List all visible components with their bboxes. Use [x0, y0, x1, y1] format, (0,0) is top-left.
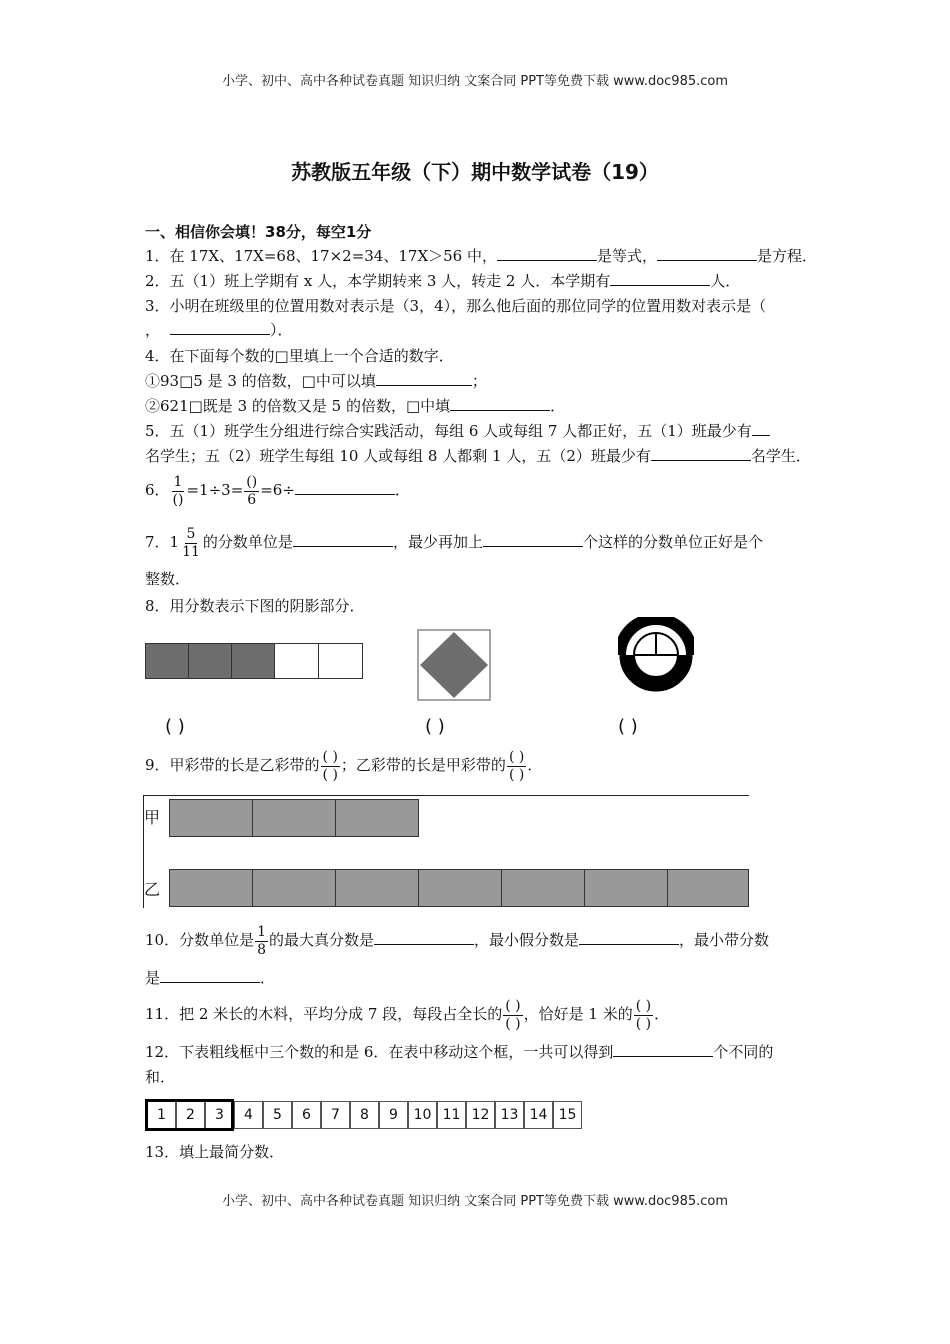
q8-answer-2[interactable]: ( ) — [425, 716, 445, 737]
bar-segment-shaded — [188, 643, 232, 679]
q8-circle-figure — [618, 617, 694, 693]
q1-text-2: 是等式， — [596, 247, 657, 265]
q9-frac2-den[interactable]: ( ) — [508, 766, 525, 783]
q12-text-2: 个不同的 — [713, 1043, 774, 1061]
number-cell: 7 — [321, 1101, 350, 1129]
question-4-part-2 — [145, 396, 565, 416]
number-cell: 4 — [234, 1101, 263, 1129]
question-8: 8．用分数表示下图的阴影部分． — [145, 597, 365, 615]
question-4-part-1 — [145, 371, 487, 391]
q7-fraction — [180, 526, 202, 561]
q1-blank-1[interactable] — [497, 246, 597, 261]
q3-blank[interactable] — [170, 320, 270, 335]
number-cell: 1 — [147, 1101, 176, 1129]
q8-answer-3[interactable]: ( ) — [618, 716, 638, 737]
ribbon-yi-segment — [335, 869, 419, 907]
q8-bar-figure — [145, 643, 363, 679]
ribbon-jia-segment — [169, 799, 253, 837]
question-12-cont: 和． — [145, 1068, 176, 1086]
q10-frac-den: 8 — [257, 941, 267, 958]
q10-text-6: ． — [260, 969, 276, 987]
q11-text: 11．把 2 米长的木料，平均分成 7 段，每段占全长的 — [145, 1005, 503, 1023]
ribbon-label-jia: 甲 — [144, 808, 161, 827]
ribbon-yi-segment — [252, 869, 336, 907]
q8-diamond-figure — [417, 629, 491, 701]
q7-frac-den: 11 — [182, 543, 200, 560]
q10-text-4: ，最小带分数 — [679, 931, 770, 949]
q1-text-3: 是方程． — [757, 247, 818, 265]
q6-frac2-num[interactable]: () — [246, 473, 258, 490]
q12-blank[interactable] — [613, 1042, 713, 1057]
q4-blank-1[interactable] — [376, 371, 472, 386]
question-9 — [145, 744, 542, 786]
number-cell: 8 — [350, 1101, 379, 1129]
q2-blank[interactable] — [610, 271, 710, 286]
q10-text-2: 的最大真分数是 — [269, 931, 375, 949]
q6-blank[interactable] — [295, 480, 395, 495]
q9-fraction-1[interactable] — [321, 749, 340, 784]
q7-text-2: 的分数单位是 — [202, 533, 293, 551]
q6-text-2: =1÷3= — [186, 481, 244, 499]
ribbon-yi-segment — [501, 869, 585, 907]
page-header: 小学、初中、高中各种试卷真题 知识归纳 文案合同 PPT等免费下载 www.doc985.com — [221, 74, 729, 89]
q9-text-3: ． — [527, 756, 543, 774]
q10-text: 10．分数单位是 — [145, 931, 255, 949]
question-7-cont: 整数． — [145, 570, 191, 588]
q6-fraction-1 — [171, 474, 186, 509]
question-3-cont — [145, 320, 293, 340]
question-1 — [145, 246, 817, 266]
q1-text: 1．在 17X、17X=68、17×2=34、17X＞56 中， — [145, 247, 497, 265]
number-cell: 12 — [466, 1101, 495, 1129]
q9-text: 9．甲彩带的长是乙彩带的 — [145, 756, 320, 774]
question-5 — [145, 421, 770, 441]
q4-blank-2[interactable] — [450, 396, 550, 411]
q6-text: 6． — [145, 481, 170, 499]
bar-segment-shaded — [145, 643, 189, 679]
number-cell: 15 — [553, 1101, 582, 1129]
bar-segment-shaded — [231, 643, 275, 679]
q6-fraction-2 — [244, 474, 259, 509]
q10-blank-2[interactable] — [579, 930, 679, 945]
q9-fraction-2[interactable] — [507, 749, 526, 784]
ribbon-yi-segment — [584, 869, 668, 907]
q3-text-3: ）． — [270, 321, 293, 339]
ribbon-yi-segment — [169, 869, 253, 907]
question-10-cont — [145, 968, 275, 988]
number-cell: 3 — [205, 1101, 234, 1129]
q6-text-3: =6÷ — [260, 481, 295, 499]
section-heading: 一、相信你会填！38分，每空1分 — [145, 223, 372, 241]
number-cell: 13 — [495, 1101, 524, 1129]
q11-frac1-den[interactable]: ( ) — [505, 1015, 521, 1032]
page-title: 苏教版五年级（下）期中数学试卷（19） — [291, 160, 659, 184]
q2-text: 2．五（1）班上学期有 x 人，本学期转来 3 人，转走 2 人．本学期有 — [145, 272, 611, 290]
number-cell: 10 — [408, 1101, 437, 1129]
q11-text-2: ，恰好是 1 米的 — [523, 1005, 633, 1023]
question-12 — [145, 1042, 773, 1062]
q7-text-3: ，最少再加上 — [392, 533, 483, 551]
q1-blank-2[interactable] — [657, 246, 757, 261]
question-10 — [145, 916, 769, 964]
q5-text: 5．五（1）班学生分组进行综合实践活动，每组 6 人或每组 7 人都正好，五（1）班最少有 — [145, 422, 752, 440]
q11-frac1-num[interactable]: ( ) — [505, 997, 521, 1014]
q5-text-3: 名学生． — [750, 447, 811, 465]
number-cell: 14 — [524, 1101, 553, 1129]
q7-text: 7．1 — [145, 533, 180, 551]
q10-fraction — [255, 924, 268, 959]
number-cell: 9 — [379, 1101, 408, 1129]
ribbon-yi-segment — [667, 869, 749, 907]
q10-blank-1[interactable] — [374, 930, 474, 945]
q6-frac1-num: 1 — [173, 473, 183, 490]
question-7 — [145, 518, 763, 566]
ribbon-yi-segment — [418, 869, 502, 907]
number-cell: 6 — [292, 1101, 321, 1129]
bar-segment-empty — [318, 643, 363, 679]
q11-frac2-den[interactable]: ( ) — [635, 1015, 652, 1032]
q11-fraction-2[interactable] — [634, 998, 653, 1033]
ribbon-label-yi: 乙 — [144, 880, 161, 899]
q12-text: 12．下表粗线框中三个数的和是 6．在表中移动这个框，一共可以得到 — [145, 1043, 614, 1061]
q10-text-5: 是 — [145, 969, 161, 987]
q11-fraction-1[interactable] — [503, 998, 522, 1033]
q6-frac2-den: 6 — [247, 491, 257, 508]
q6-text-4: ． — [394, 481, 410, 499]
q7-blank-2[interactable] — [483, 532, 583, 547]
q7-blank-1[interactable] — [293, 532, 393, 547]
q11-frac2-num[interactable]: ( ) — [635, 997, 652, 1014]
bar-segment-empty — [274, 643, 319, 679]
q4-text-3: ②621□既是 3 的倍数又是 5 的倍数，□中填 — [145, 397, 451, 415]
q8-answer-1[interactable]: ( ) — [165, 716, 185, 737]
number-cell: 11 — [437, 1101, 466, 1129]
question-4: 4．在下面每个数的□里填上一个合适的数字． — [145, 347, 454, 365]
q9-text-2: ；乙彩带的长是甲彩带的 — [340, 756, 506, 774]
question-5-cont — [145, 446, 811, 466]
q10-text-3: ，最小假分数是 — [474, 931, 580, 949]
question-6 — [145, 466, 410, 514]
q5-blank-2[interactable] — [651, 446, 751, 461]
q4-text-1: ①93□5 是 3 的倍数，□中可以填 — [145, 372, 376, 390]
page-footer: 小学、初中、高中各种试卷真题 知识归纳 文案合同 PPT等免费下载 www.doc985.com — [221, 1194, 729, 1209]
q3-text-2: ， — [145, 321, 161, 339]
question-13: 13．填上最简分数． — [145, 1143, 285, 1161]
q7-frac-num: 5 — [186, 525, 196, 542]
q9-frac1-num[interactable]: ( ) — [322, 748, 338, 765]
question-11 — [145, 994, 669, 1034]
q4-text-4: ． — [550, 397, 566, 415]
thick-frame[interactable] — [145, 1099, 234, 1131]
q9-ribbon-figure — [143, 795, 749, 909]
number-cell: 2 — [176, 1101, 205, 1129]
question-3: 3．小明在班级里的位置用数对表示是（3，4），那么他后面的那位同学的位置用数对表示是（ — [145, 297, 767, 315]
q10-frac-num: 1 — [257, 923, 267, 940]
q9-frac2-num[interactable]: ( ) — [508, 748, 525, 765]
q6-frac1-den[interactable]: () — [172, 491, 184, 508]
q9-frac1-den[interactable]: ( ) — [322, 766, 338, 783]
q5-text-2: 名学生；五（2）班学生每组 10 人或每组 8 人都剩 1 人，五（2）班最少有 — [145, 447, 651, 465]
q4-text-2: ； — [471, 372, 487, 390]
ribbon-jia-segment — [335, 799, 419, 837]
q10-blank-3[interactable] — [160, 968, 260, 983]
q7-text-4: 个这样的分数单位正好是个 — [582, 533, 763, 551]
q2-text-2: 人． — [710, 272, 741, 290]
question-2 — [145, 271, 740, 291]
ribbon-jia-segment — [252, 799, 336, 837]
q5-blank-1[interactable] — [752, 421, 770, 436]
q11-text-3: ． — [654, 1005, 670, 1023]
number-cell: 5 — [263, 1101, 292, 1129]
